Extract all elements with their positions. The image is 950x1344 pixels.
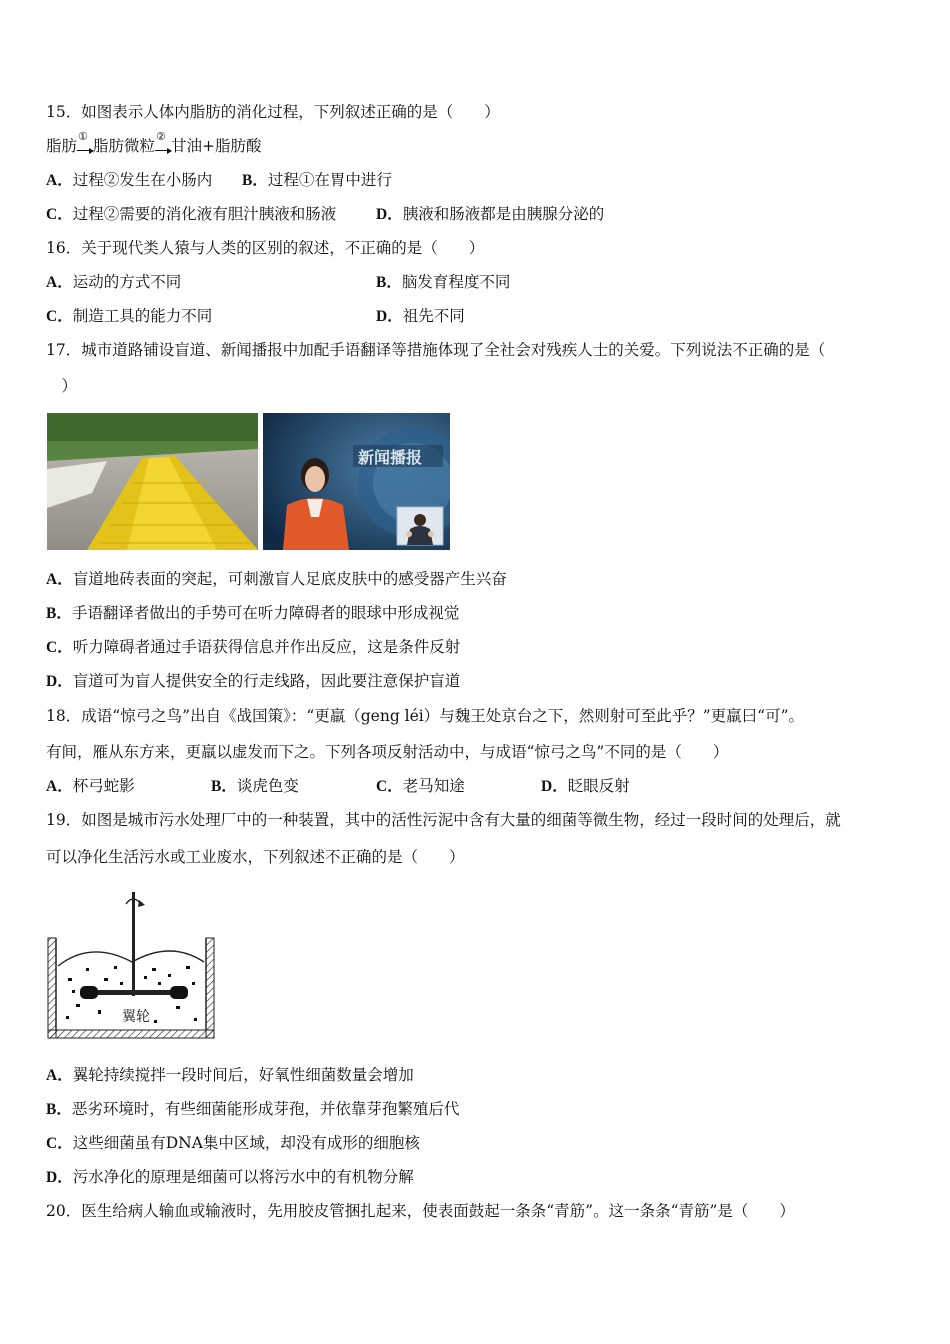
option-text: 盲道可为盲人提供安全的行走线路，因此要注意保护盲道 — [72, 672, 461, 690]
news-banner-text: 新闻播报 — [358, 448, 423, 467]
q16-option-c[interactable] — [46, 306, 212, 327]
option-text: 胰液和肠液都是由胰腺分泌的 — [402, 205, 605, 223]
q18-stem-line2: 有间，雁从东方来，更羸以虚发而下之。下列各项反射活动中，与成语“惊弓之鸟”不同的是（ ） — [46, 743, 729, 761]
q15-option-d[interactable] — [376, 204, 604, 225]
option-text: 脑发育程度不同 — [401, 273, 511, 291]
impeller-label: 翼轮 — [122, 1009, 150, 1025]
option-label: A． — [46, 274, 73, 291]
option-text: 恶劣环境时，有些细菌能形成芽孢，并依靠芽孢繁殖后代 — [71, 1100, 460, 1118]
q17-stem-line2: ） — [46, 377, 78, 395]
q15-option-b[interactable] — [242, 170, 392, 191]
option-text: 过程②需要的消化液有胆汁胰液和肠液 — [72, 205, 337, 223]
q15-formula — [46, 130, 262, 156]
q19-option-a[interactable] — [46, 1065, 414, 1086]
step-2-label: ② — [156, 130, 166, 143]
q20-stem: 20．医生给病人输血或输液时，先用胶皮管捆扎起来，使表面鼓起一条条“青筋”。这一条条“青筋”是（ ） — [46, 1202, 795, 1220]
formula-fat-droplets: 脂肪微粒 — [93, 137, 156, 155]
option-label: A． — [46, 778, 73, 795]
option-label: A． — [46, 172, 73, 189]
sewage-tank-diagram — [46, 886, 218, 1042]
q19-stem-line1: 19．如图是城市污水处理厂中的一种装置，其中的活性污泥中含有大量的细菌等微生物，经过一段时间的处理后，就 — [46, 811, 841, 829]
option-text: 手语翻译者做出的手势可在听力障碍者的眼球中形成视觉 — [71, 604, 460, 622]
option-text: 运动的方式不同 — [72, 273, 182, 291]
option-text: 老马知途 — [402, 777, 465, 795]
q18-stem-line1: 18．成语“惊弓之鸟”出自《战国策》：“更羸（geng léi）与魏王处京台之下，然则射可至此乎？”更羸曰“可”。 — [46, 707, 805, 725]
formula-fat: 脂肪 — [46, 137, 78, 155]
option-text: 杯弓蛇影 — [72, 777, 135, 795]
q16-option-b[interactable] — [376, 272, 510, 293]
option-text: 眨眼反射 — [567, 777, 630, 795]
option-text: 过程①在胃中进行 — [267, 171, 392, 189]
option-label: D． — [376, 308, 403, 325]
option-label: B． — [376, 274, 402, 291]
option-label: A． — [46, 1067, 73, 1084]
q17-option-b[interactable] — [46, 603, 459, 624]
option-text: 污水净化的原理是细菌可以将污水中的有机物分解 — [72, 1168, 414, 1186]
option-text: 谈虎色变 — [236, 777, 299, 795]
q19-option-d[interactable] — [46, 1167, 414, 1188]
option-label: B． — [46, 1101, 72, 1118]
q18-option-c[interactable] — [376, 776, 465, 797]
option-label: D． — [376, 206, 403, 223]
option-text: 制造工具的能力不同 — [72, 307, 213, 325]
news-broadcast-photo — [263, 413, 450, 550]
option-label: C． — [46, 206, 73, 223]
q18-option-b[interactable] — [211, 776, 299, 797]
option-label: C． — [46, 308, 73, 325]
option-label: D． — [46, 1169, 73, 1186]
step-1-label: ① — [78, 130, 88, 143]
option-label: B． — [242, 172, 268, 189]
tactile-paving-photo — [47, 413, 258, 550]
option-label: B． — [46, 605, 72, 622]
option-label: D． — [541, 778, 568, 795]
formula-products: 甘油+脂肪酸 — [171, 137, 262, 155]
q15-option-c[interactable] — [46, 204, 336, 225]
option-text: 过程②发生在小肠内 — [72, 171, 213, 189]
option-label: C． — [376, 778, 403, 795]
option-label: D． — [46, 673, 73, 690]
option-text: 听力障碍者通过手语获得信息并作出反应，这是条件反射 — [72, 638, 461, 656]
q16-option-a[interactable] — [46, 272, 181, 293]
q17-option-a[interactable] — [46, 569, 507, 590]
option-text: 祖先不同 — [402, 307, 465, 325]
q16-option-d[interactable] — [376, 306, 465, 327]
q17-stem-line1: 17．城市道路铺设盲道、新闻播报中加配手语翻译等措施体现了全社会对残疾人士的关爱。下列说法不正确的是（ — [46, 341, 826, 359]
q17-option-c[interactable] — [46, 637, 460, 658]
q19-option-c[interactable] — [46, 1133, 420, 1154]
arrow-icon — [77, 130, 93, 152]
q18-option-d[interactable] — [541, 776, 630, 797]
option-label: C． — [46, 1135, 73, 1152]
option-text: 翼轮持续搅拌一段时间后，好氧性细菌数量会增加 — [72, 1066, 414, 1084]
q18-option-a[interactable] — [46, 776, 135, 797]
q19-stem-line2: 可以净化生活污水或工业废水，下列叙述不正确的是（ ） — [46, 848, 465, 866]
q15-stem: 15．如图表示人体内脂肪的消化过程，下列叙述正确的是（ ） — [46, 103, 500, 121]
option-label: B． — [211, 778, 237, 795]
option-label: C． — [46, 639, 73, 656]
q15-option-a[interactable] — [46, 170, 212, 191]
q17-option-d[interactable] — [46, 671, 460, 692]
q16-stem: 16．关于现代类人猿与人类的区别的叙述，不正确的是（ ） — [46, 239, 485, 257]
option-text: 盲道地砖表面的突起，可刺激盲人足底皮肤中的感受器产生兴奋 — [72, 570, 507, 588]
q19-option-b[interactable] — [46, 1099, 459, 1120]
option-label: A． — [46, 571, 73, 588]
option-text: 这些细菌虽有DNA集中区域，却没有成形的细胞核 — [72, 1134, 420, 1152]
arrow-icon — [155, 130, 171, 152]
